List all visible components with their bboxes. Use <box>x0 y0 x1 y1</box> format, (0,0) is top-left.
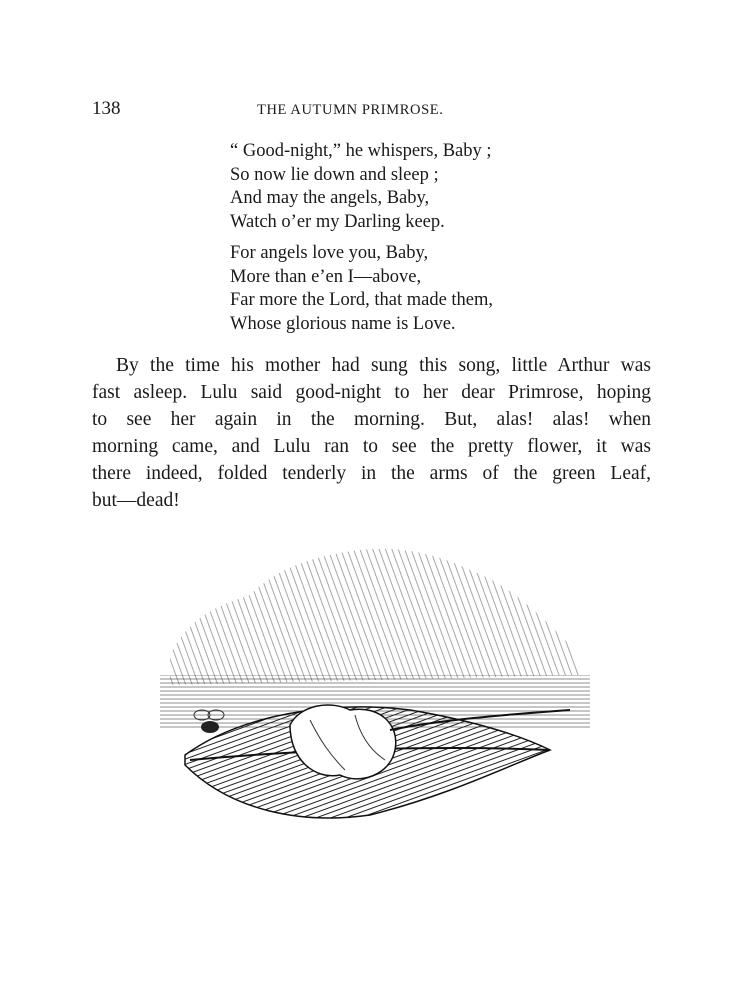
verse-line: Far more the Lord, that made them, <box>230 290 494 310</box>
page-number: 138 <box>92 98 121 119</box>
sky-cloud-hatching <box>160 549 590 730</box>
verse-line: For angels love you, Baby, <box>230 243 429 263</box>
running-title: THE AUTUMN PRIMROSE. <box>257 102 444 118</box>
verse-line: So now lie down and sleep ; <box>230 164 439 185</box>
verse-line: Whose glorious name is Love. <box>230 313 456 334</box>
prose-line: but—dead! <box>92 490 180 511</box>
prose-line: morning came, and Lulu ran to see the pretty flower, it was <box>92 436 651 457</box>
poem-stanza-1 <box>230 140 492 234</box>
verse-line: More than e’en I—above, <box>230 266 422 287</box>
prose-line: to see her again in the morning. But, alas! alas! when <box>92 409 651 430</box>
engraving-illustration-leaf-and-primrose <box>150 525 600 845</box>
verse-line: “ Good-night,” he whispers, Baby ; <box>230 141 492 161</box>
prose-line: fast asleep. Lulu said good-night to her dear Primrose, hoping <box>92 382 651 403</box>
prose-paragraph <box>92 352 651 514</box>
verse-line: And may the angels, Baby, <box>230 188 430 208</box>
verse-line: Watch o’er my Darling keep. <box>230 211 445 232</box>
prose-line: By the time his mother had sung this song, little Arthur was <box>116 355 651 376</box>
prose-line: there indeed, folded tenderly in the arms of the green Leaf, <box>92 463 651 484</box>
poem-stanza-2 <box>230 242 493 336</box>
